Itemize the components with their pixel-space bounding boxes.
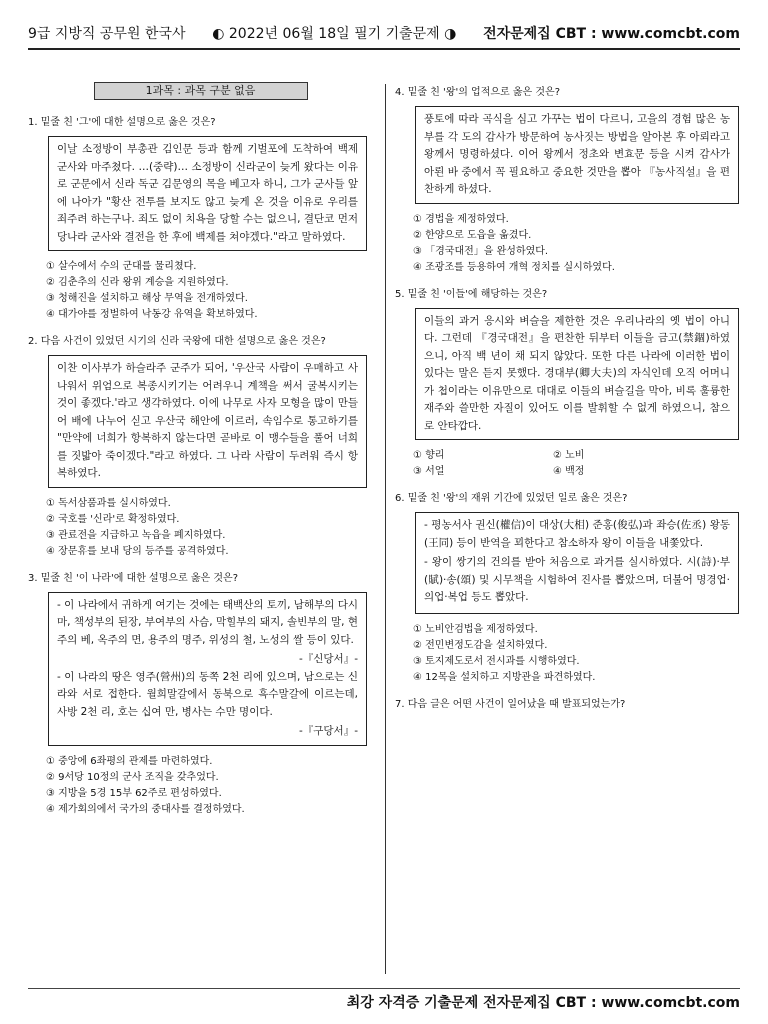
passage-item: - 왕이 쌍기의 건의를 받아 처음으로 과거를 실시하였다. 시(詩)·부(賦)·송(頌) 및 시무책을 시험하여 진사를 뽑았으며, 더불어 명경업·의업·복업 등도 뽑았다. (424, 556, 730, 603)
column-divider (385, 84, 386, 974)
question-2 (28, 335, 373, 560)
option-2[interactable]: ② 김춘추의 신라 왕위 계승을 지원하였다. (46, 277, 229, 288)
question-passage: 이찬 이사부가 하슬라주 군주가 되어, '우산국 사람이 우매하고 사나워서 위엄으로 복종시키기는 어려우니 계책을 써서 굴복시키는 것이 좋겠다.'라고 생각하였다. 이에 나무로 사자 모형을 많이 만들어 배에 나누어 싣고 우산국 해안에 이르러, 속임수로 통고하기를 "만약에 너희가 항복하지 않는다면 곧바로 이 맹수들을 풀어 너희를 짓밟아 죽이겠다."라고 하였다. 그 나라 사람이 두려워 즉시 항복하였다. (48, 355, 367, 488)
option-3[interactable]: ③ 서얼 (413, 466, 445, 477)
header-site: 전자문제집 CBT : www.comcbt.com (483, 26, 740, 42)
option-3[interactable]: ③ 「경국대전」을 완성하였다. (413, 245, 549, 257)
question-3 (28, 572, 373, 818)
option-4[interactable]: ④ 백정 (553, 466, 585, 477)
question-passage (48, 592, 367, 746)
option-2[interactable]: ② 전민변정도감을 설치하였다. (413, 639, 548, 651)
right-column (395, 76, 745, 714)
header-exam-date: ◐ 2022년 06월 18일 필기 기출문제 ◑ (212, 26, 457, 42)
question-7 (395, 698, 745, 712)
question-5 (395, 288, 745, 481)
page-footer: 최강 자격증 기출문제 전자문제집 CBT : www.comcbt.com (346, 995, 740, 1011)
option-4[interactable]: ④ 12목을 설치하고 지방관을 파견하였다. (413, 671, 596, 683)
question-passage: 이날 소정방이 부총관 김인문 등과 함께 기벌포에 도착하여 백제 군사와 마주쳤다. …(중략)… 소정방이 신라군이 늦게 왔다는 이유로 군문에서 신라 독군 김문영의 목을 베고자 하니, 그가 군사들 앞에 나아가 "황산 전투를 보지도 않고 늦게 온 것을 이유로 우리를 죄주려 하는구나. 죄도 없이 치욕을 당할 수는 없으니, 결단코 먼저 당나라 군사와 결전을 한 후에 백제를 쳐야겠다."라고 말하였다. (48, 136, 367, 251)
question-stem: 3. 밑줄 친 '이 나라'에 대한 설명으로 옳은 것은? (28, 572, 238, 584)
option-1[interactable]: ① 노비안검법을 제정하였다. (413, 623, 538, 635)
options-grid (413, 448, 745, 480)
passage-source: -『신당서』- (298, 653, 358, 665)
option-2[interactable]: ② 노비 (553, 450, 585, 461)
option-2[interactable]: ② 한양으로 도읍을 옮겼다. (413, 229, 532, 241)
option-1[interactable]: ① 살수에서 수의 군대를 물리쳤다. (46, 261, 197, 272)
question-1 (28, 116, 373, 323)
passage-item: - 평농서사 권신(權信)이 대상(大相) 준홍(俊弘)과 좌승(佐丞) 왕동(王同) 등이 반역을 꾀한다고 참소하자 왕이 이들을 내쫓았다. (424, 519, 730, 549)
option-1[interactable]: ① 경법을 제정하였다. (413, 213, 509, 225)
passage-source: -『구당서』- (298, 725, 358, 737)
option-3[interactable]: ③ 청해진을 설치하고 해상 무역을 전개하였다. (46, 293, 248, 304)
question-6 (395, 492, 745, 686)
option-4[interactable]: ④ 대가야를 정벌하여 낙동강 유역을 확보하였다. (46, 309, 258, 320)
option-1[interactable]: ① 향리 (413, 450, 445, 461)
left-column (28, 76, 373, 818)
option-1[interactable]: ① 중앙에 6좌평의 관제를 마련하였다. (46, 755, 213, 767)
option-4[interactable]: ④ 조광조를 등용하여 개혁 정치를 실시하였다. (413, 261, 615, 273)
footer-rule (28, 988, 740, 989)
question-passage: 이들의 과거 응시와 벼슬을 제한한 것은 우리나라의 옛 법이 아니다. 그런데 『경국대전』을 편찬한 뒤부터 이들을 금고(禁錮)하였으니, 아직 백 년이 채 되지 않았다. 또한 다른 나라에 이러한 법이 있다는 말은 듣지 못했다. 경대부(卿大夫)의 자식인데 오직 어머니가 첩이라는 이유만으로 대대로 이들의 벼슬길을 막아, 비록 훌륭한 재주와 쓸만한 자질이 있어도 이를 발휘할 수 없게 하였으니, 참으로 안타깝다. (415, 308, 739, 441)
option-2[interactable]: ② 9서당 10정의 군사 조직을 갖추었다. (46, 771, 219, 783)
question-stem: 2. 다음 사건이 있었던 시기의 신라 국왕에 대한 설명으로 옳은 것은? (28, 336, 326, 347)
option-3[interactable]: ③ 토지제도로서 전시과를 시행하였다. (413, 655, 580, 667)
question-stem: 5. 밑줄 친 '이들'에 해당하는 것은? (395, 288, 548, 300)
question-passage (415, 512, 739, 614)
question-passage: 풍토에 따라 곡식을 심고 가꾸는 법이 다르니, 고을의 경험 많은 농부를 각 도의 감사가 방문하여 농사짓는 방법을 알아본 후 아뢰라고 왕께서 명령하셨다. 이어 왕께서 정초와 변효문 등을 시켜 감사가 아뢴 바 중에서 꼭 필요하고 중요한 것만을 뽑아 『농사직설』을 편찬하게 하셨다. (415, 106, 739, 204)
option-2[interactable]: ② 국호를 '신라'로 확정하였다. (46, 513, 180, 525)
question-stem: 4. 밑줄 친 '왕'의 업적으로 옳은 것은? (395, 87, 560, 98)
option-1[interactable]: ① 독서삼품과를 실시하였다. (46, 497, 171, 509)
passage-item: - 이 나라에서 귀하게 여기는 것에는 태백산의 토끼, 남해부의 다시마, 책성부의 된장, 부여부의 사슴, 막힐부의 돼지, 솔빈부의 말, 현주의 베, 옥주의 면, 용주의 명주, 위성의 철, 노성의 쌀 등이 있다. (57, 598, 358, 646)
question-stem: 6. 밑줄 친 '왕'의 재위 기간에 있었던 일로 옳은 것은? (395, 493, 628, 504)
question-stem: 7. 다음 글은 어떤 사건이 일어났을 때 발표되었는가? (395, 698, 626, 710)
option-4[interactable]: ④ 제가회의에서 국가의 중대사를 결정하였다. (46, 803, 245, 815)
passage-item: - 이 나라의 땅은 영주(營州)의 동쪽 2천 리에 있으며, 남으로는 신라와 서로 접한다. 월희말갈에서 동북으로 흑수말갈에 이르는데, 사방 2천 리, 호는 십여 만, 병사는 수만 명이다. (57, 670, 358, 718)
header-rule (28, 48, 740, 50)
option-4[interactable]: ④ 장문휴를 보내 당의 등주를 공격하였다. (46, 545, 229, 557)
question-4 (395, 86, 745, 276)
page-header (28, 22, 740, 44)
header-exam-title: 9급 지방직 공무원 한국사 (28, 26, 186, 42)
subject-banner: 1과목 : 과목 구분 없음 (94, 82, 308, 100)
question-stem: 1. 밑줄 친 '그'에 대한 설명으로 옳은 것은? (28, 117, 216, 128)
option-3[interactable]: ③ 지방을 5경 15부 62주로 편성하였다. (46, 787, 222, 799)
option-3[interactable]: ③ 관료전을 지급하고 녹읍을 폐지하였다. (46, 529, 226, 541)
